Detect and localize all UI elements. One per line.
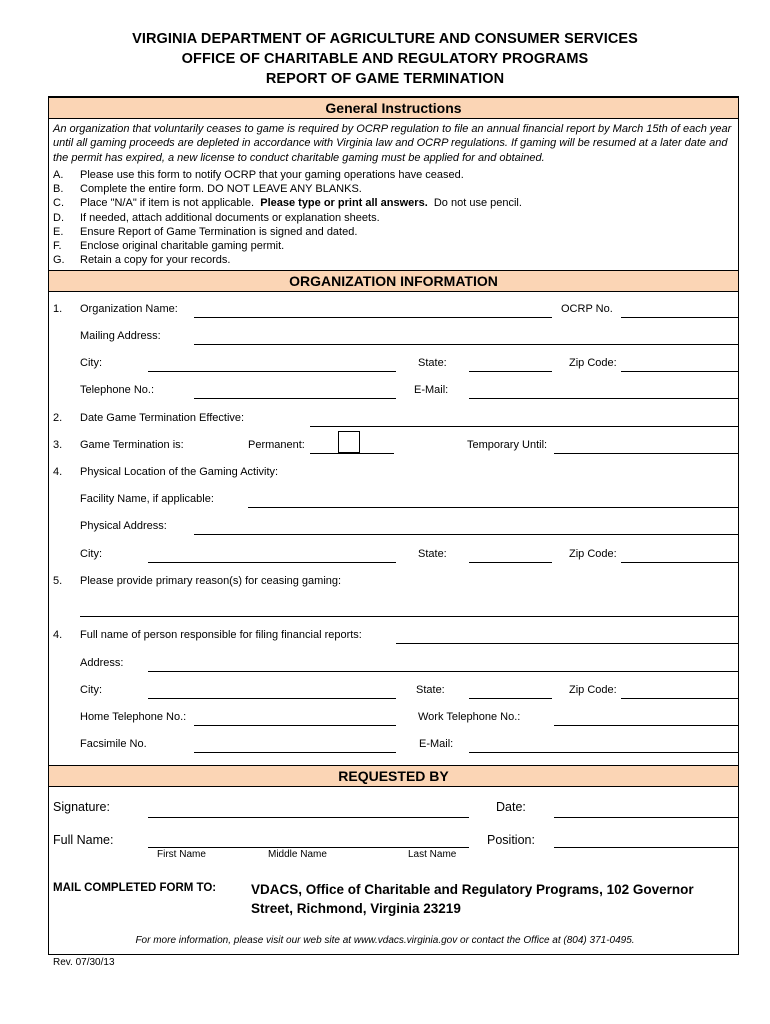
facsimile-label: Facsimile No.	[80, 738, 147, 750]
item-number: 4.	[53, 629, 63, 641]
mailing-address: VDACS, Office of Charitable and Regulatory Programs, 102 Governor Street, Richmond, Virginia 23219	[251, 882, 694, 916]
physical-address-field[interactable]	[194, 534, 738, 535]
facility-name-field[interactable]	[248, 507, 738, 508]
state-label: State:	[416, 684, 445, 696]
position-field[interactable]	[554, 847, 738, 848]
home-telephone-field[interactable]	[194, 725, 396, 726]
city-label: City:	[80, 357, 102, 369]
instruction-list	[53, 168, 737, 267]
list-item: C. Place "N/A" if item is not applicable. Please type or print all answers. Do not use pencil.	[53, 197, 522, 210]
date-effective-field[interactable]	[310, 426, 738, 427]
home-telephone-label: Home Telephone No.:	[80, 711, 187, 723]
zip-code-label: Zip Code:	[569, 357, 617, 369]
form-title: REPORT OF GAME TERMINATION	[265, 71, 505, 87]
list-item: E. Ensure Report of Game Termination is signed and dated.	[53, 225, 358, 238]
signature-label: Signature:	[53, 800, 110, 814]
organization-name-field[interactable]	[194, 317, 552, 318]
city-label: City:	[80, 548, 102, 560]
permanent-checkbox[interactable]	[338, 431, 360, 453]
full-name-field[interactable]	[148, 847, 469, 848]
facility-city-field[interactable]	[148, 562, 396, 563]
item-number: 2.	[53, 412, 63, 424]
physical-address-label: Physical Address:	[80, 520, 167, 532]
state-label: State:	[418, 357, 447, 369]
item-number: 3.	[53, 439, 63, 451]
person-state-field[interactable]	[469, 698, 552, 699]
middle-name-caption: Middle Name	[268, 849, 327, 860]
date-label: Date:	[496, 800, 526, 814]
ocrp-no-field[interactable]	[621, 317, 738, 318]
person-email-field[interactable]	[469, 752, 738, 753]
temporary-until-field[interactable]	[554, 453, 738, 454]
state-label: State:	[418, 548, 447, 560]
signature-field[interactable]	[148, 817, 469, 818]
header-agency: VIRGINIA DEPARTMENT OF AGRICULTURE AND CONSUMER SERVICES	[132, 31, 638, 47]
facility-name-label: Facility Name, if applicable:	[80, 493, 214, 505]
mailing-address-label: Mailing Address:	[80, 330, 161, 342]
facsimile-field[interactable]	[194, 752, 396, 753]
responsible-person-field[interactable]	[396, 643, 738, 644]
zip-code-label: Zip Code:	[569, 548, 617, 560]
list-item: D. If needed, attach additional documents or explanation sheets.	[53, 211, 380, 224]
requested-by-heading: REQUESTED BY	[49, 765, 738, 787]
person-address-field[interactable]	[148, 671, 738, 672]
item-number: 4.	[53, 466, 63, 478]
first-name-caption: First Name	[157, 849, 206, 860]
mail-to-label: MAIL COMPLETED FORM TO:	[53, 882, 217, 894]
responsible-person-label: Full name of person responsible for filing financial reports:	[80, 629, 362, 641]
work-telephone-label: Work Telephone No.:	[418, 711, 521, 723]
list-item: F. Enclose original charitable gaming permit.	[53, 240, 285, 253]
organization-name-label: Organization Name:	[80, 303, 178, 315]
list-item: B. Complete the entire form. DO NOT LEAVE ANY BLANKS.	[53, 183, 362, 196]
email-label: E-Mail:	[414, 384, 449, 396]
full-name-label: Full Name:	[53, 833, 114, 847]
telephone-field[interactable]	[194, 398, 396, 399]
state-field[interactable]	[469, 371, 552, 372]
zip-code-label: Zip Code:	[569, 684, 617, 696]
position-label: Position:	[487, 833, 535, 847]
address-label: Address:	[80, 657, 124, 669]
email-field[interactable]	[469, 398, 738, 399]
header-office: OFFICE OF CHARITABLE AND REGULATORY PROGRAMS	[181, 51, 589, 67]
general-instructions-heading: General Instructions	[49, 97, 738, 119]
city-label: City:	[80, 684, 102, 696]
item-number: 1.	[53, 303, 63, 315]
zip-code-field[interactable]	[621, 371, 738, 372]
work-telephone-field[interactable]	[554, 725, 738, 726]
person-city-field[interactable]	[148, 698, 396, 699]
date-field[interactable]	[554, 817, 738, 818]
ocrp-no-label: OCRP No.	[561, 303, 613, 315]
last-name-caption: Last Name	[408, 849, 457, 860]
date-effective-label: Date Game Termination Effective:	[80, 412, 245, 424]
organization-info-heading: ORGANIZATION INFORMATION	[49, 270, 738, 292]
facility-state-field[interactable]	[469, 562, 552, 563]
permanent-line	[310, 453, 394, 454]
person-zip-field[interactable]	[621, 698, 738, 699]
reason-label: Please provide primary reason(s) for ceasing gaming:	[80, 575, 342, 587]
telephone-label: Telephone No.:	[80, 384, 154, 396]
reason-field[interactable]	[80, 616, 738, 617]
revision-date: Rev. 07/30/13	[53, 957, 115, 968]
permanent-label: Permanent:	[248, 439, 305, 451]
email-label: E-Mail:	[419, 738, 454, 750]
physical-location-label: Physical Location of the Gaming Activity:	[80, 466, 279, 478]
footer-info: For more information, please visit our web site at www.vdacs.virginia.gov or contact the Office at (804) 371-0495.	[135, 935, 635, 946]
item-number: 5.	[53, 575, 63, 587]
mailing-address-field[interactable]	[194, 344, 738, 345]
list-item: A. Please use this form to notify OCRP that your gaming operations have ceased.	[53, 169, 464, 181]
temporary-until-label: Temporary Until:	[467, 439, 548, 451]
facility-zip-field[interactable]	[621, 562, 738, 563]
city-field[interactable]	[148, 371, 396, 372]
list-item: G. Retain a copy for your records.	[53, 254, 231, 267]
instructions-intro: An organization that voluntarily ceases to game is required by OCRP regulation to file an annual financial report by March 15th of each year until all gaming proceeds are depleted in accordance with Virginia law and OCRP regulations. If gaming will be resumed at a later date and the permit has expired, a new license to conduct charitable gaming must be applied for and obtained.	[53, 123, 732, 164]
termination-type-label: Game Termination is:	[80, 439, 184, 451]
